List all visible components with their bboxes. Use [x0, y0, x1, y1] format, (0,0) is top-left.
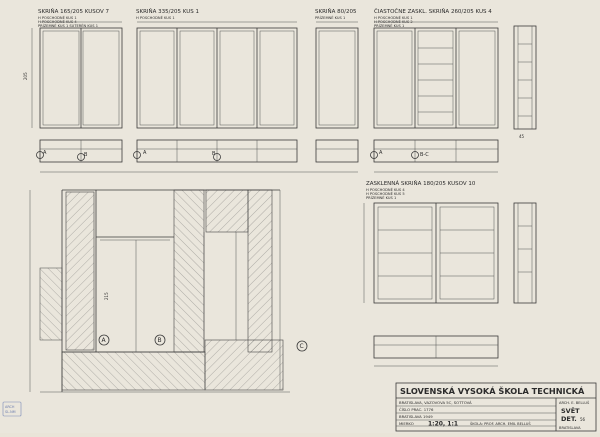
marker-big-c-label: C — [299, 343, 304, 350]
detail-number: 56 — [580, 417, 586, 422]
title-line-1: BRATISLAVA, VAZOVOVA 5C, SOTTOVÁ — [399, 400, 472, 405]
note-partial-b: H POSCHODNÉ KUS 2 — [374, 20, 413, 24]
title-wardrobe-7: SKRIŇA 165/205 KUSOV 7 — [38, 9, 109, 15]
note-partial-a: H POSCHODNÉ KUS 1 — [374, 16, 413, 20]
detail-label: DET. — [561, 415, 577, 423]
side-section-glazed — [514, 203, 536, 303]
elevation-wardrobe-80 — [316, 22, 358, 128]
architect-label: ARCH. E. BELLUŠ — [559, 401, 590, 405]
marker-a3-label: A — [379, 150, 383, 156]
marker-a1-label: A — [43, 150, 47, 156]
elevation-glazed-wardrobe — [364, 203, 498, 303]
side-section-top — [514, 26, 536, 139]
note-wardrobe-1: H POSCHODNÉ KUS 1 — [136, 16, 175, 20]
elevation-partial-wardrobe — [374, 22, 498, 128]
note-glazed-b: H POSCHODNÉ KUS 5 — [366, 192, 405, 196]
school-name: SLOVENSKÁ VYSOKÁ ŠKOLA TECHNICKÁ — [400, 386, 585, 396]
large-section-detail — [30, 190, 290, 392]
stamp-line-2: SL.NM — [5, 410, 16, 414]
title-wardrobe-1: SKRIŇA 335/205 KUS 1 — [136, 9, 199, 15]
scale-value: 1:20, 1:1 — [428, 420, 459, 428]
plan-strip-glazed — [374, 336, 498, 366]
stamp-line-1: ARCH — [5, 405, 15, 409]
marker-a2-label: A — [143, 150, 147, 156]
marker-big-a-label: A — [101, 337, 106, 344]
elevation-wardrobe-335 — [137, 22, 297, 128]
dim-h205-a: 205 — [23, 72, 28, 80]
marker-b1-label: B — [84, 152, 88, 158]
archive-stamp — [3, 402, 21, 416]
note-wardrobe-80: PRÍZEMNÉ KUS 1 — [315, 16, 346, 20]
marker-b2-label: B — [212, 151, 216, 157]
note-wardrobe-7-c: PRÍZEMNÉ KUS 1 SUTERÉN KUS 1 — [38, 24, 98, 28]
scale-label: MIERKO — [399, 421, 414, 426]
sheet-label: SVĚT — [561, 407, 580, 415]
plan-strips — [40, 140, 498, 172]
signature-line: ŠKOLA: PROF. ARCH. EMIL BELLUŠ — [470, 422, 531, 426]
note-wardrobe-7-a: H POSCHODNÉ KUS 1 — [38, 16, 77, 20]
note-wardrobe-7-b: H POSCHODNÉ KUS 4 — [38, 20, 77, 24]
date-label: BRATISLAVA — [559, 426, 581, 430]
title-partial-wardrobe: ČIASTOČNE ZASKL. SKRIŇA 260/205 KUS 4 — [374, 9, 492, 15]
title-wardrobe-80: SKRIŇA 80/205 — [315, 9, 357, 15]
dim-d45: 45 — [519, 134, 525, 139]
title-glazed-wardrobe: ZASKLENNÁ SKRIŇA 180/205 KUSOV 10 — [366, 181, 476, 187]
dim-h215: 215 — [104, 292, 109, 300]
title-line-2: ČÍSLO PRAC. 1776 — [399, 407, 434, 412]
note-glazed-c: PRÍZEMNÉ KUS 1 — [366, 196, 397, 200]
note-glazed-a: H POSCHODNÉ KUS 4 — [366, 188, 405, 192]
note-partial-c: PRÍZEMNÉ KUS 1 — [374, 24, 405, 28]
marker-big-b-label: B — [157, 337, 162, 344]
title-line-3: BRATISLAVA 1949 — [399, 414, 433, 419]
marker-bc-label: B-C — [420, 152, 429, 158]
elevation-wardrobe-165 — [23, 22, 122, 128]
